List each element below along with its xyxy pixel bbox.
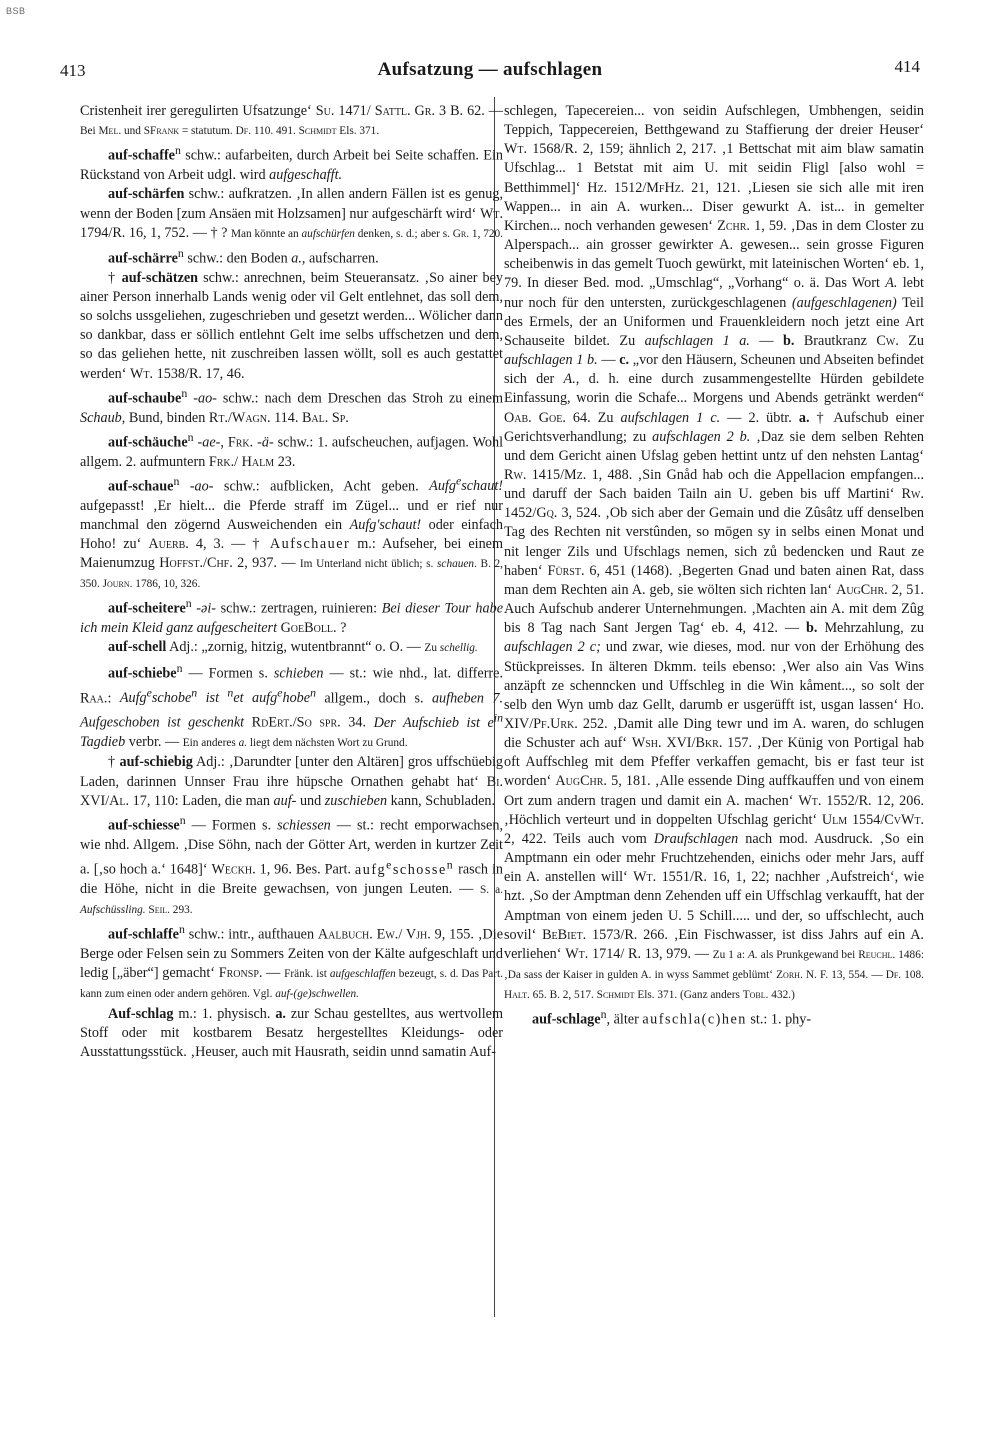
dictionary-entry: auf-schaffe$^n$ schw.: aufarbeiten, durch Arbeit bei Seite schaffen. Ein Rückstand von Arbeit udgl. wird aufgeschafft.	[80, 143, 503, 184]
dictionary-entry: auf-schärre$^n$ schw.: den Boden a., aufscharren.	[108, 245, 379, 267]
left-column	[80, 102, 503, 1062]
dictionary-entry: auf-schärfen schw.: aufkratzen. ‚In allen andern Fällen ist es genug, wenn der Boden [zum Ansäen mit Holzsamen] nur aufgeschärft wird‘ Wt. 1794/R. 16, 1, 752. — † ? Man könnte an aufschürfen denken, s. d.; aber s. Gr. 1, 720.	[80, 186, 503, 241]
dictionary-entry: Cristenheit irer geregulirten Ufsatzunge‘ Su. 1471/ Sattl. Gr. 3 B. 62. — Bei Mel. und SFrank = statutum. Df. 110. 491. Schmidt Els. 371.	[80, 103, 503, 138]
dictionary-entry: schlegen, Tapecereien... von seidin Aufschlegen, Umbhengen, seidin Teppich, Tappecereien, Betthgewand zu Staffierung der dreier Heuser‘ Wt. 1568/R. 2, 159; ähnlich 2, 217. ‚1 Bettschat mit aim blaw samatin Ufschlag... 1 Betstat mit aim U. mit seidin Fligl [also wohl = Betthimmel]‘ Hz. 1512/MfHz. 21, 121. ‚Liesen sie sich alle mit iren Wappen... in ain A. wurken... Diser gewurkt A. ist... in gemelter Kirchen... noch verhanden gewesen‘ Zchr. 1, 59. ‚Das in dem Closter zu Alperspach... ain grosser gewirkter A. gewesen... sein grosse Figuren scheibenwis in das gemelt Tuoch gewürkt, mit lateinischen Worten‘ eb. 1, 79. In dieser Bed. mod. „Umschlag“, „Vorhang“ o. ä. Das Wort A. lebt nur noch für den untersten, zurückgeschlagenen (aufgeschlagenen) Teil des Ermels, der an Uniformen und Frauenkleidern noch jetzt eine Art Schauseite bildet. Zu aufschlagen 1 a. — b. Brautkranz Cw. Zu aufschlagen 1 b. — c. „vor den Häusern, Scheunen und Abseiten befindet sich der A., d. h. eine durch zusammengestellte Hürden gebildete Einfassung, worin die Schafe... Morgens und Abends getränkt werden“ Oab. Goe. 64. Zu aufschlagen 1 c. — 2. übtr. a. † Aufschub einer Gerichtsverhandlung; zu aufschlagen 2 b. ‚Daz sie dem selben Rehten und dem Gericht ainen Ufslag geben hettint untz uf den nehsten Lantag‘ Rw. 1415/Mz. 1, 488. ‚Sin Gnåd hab och die Appellacion empfangen... und daruff der Sach baiden Tailn ain U. geben bis uff Martini‘ Rw. 1452/Gq. 3, 524. ‚Ob sich aber der Gemain und die Zûsâtz uff denselben Tag des Rechten nit verstûnden, so mōgen sy in selbs einen Monat und nit lenger Zils und Ufschlags nemen, sich zů bedencken und Raut ze haben‘ Fürst. 6, 451 (1468). ‚Begerten Gnad und baten ainen Rat, dass man dem Rechten ain A. geb, sie wölten sich richten lan‘ AugChr. 2, 51. Auch Aufschub anderer Unternehmungen. ‚Machten ain A. mit dem Zûg bis 8 Tag nach Sant Jergen Tag‘ eb. 4, 412. — b. Mehrzahlung, zu aufschlagen 2 c; und zwar, wie dieses, mod. nur von der Erhöhung des Stückpreisses. In älteren Dkmm. teils ebenso: ‚Wer also ain Vas Wins anzäpft ze schenncken und Uffschleg in die Win kåment..., so solt der selb den Wyn umb daz Gellt, darumb er usgerüfft ist, usgan lassen‘ Ho. XIV/Pf.Urk. 252. ‚Damit alle Ding tewr und im A. waren, do schlugen die Schuster ach auf‘ Wsh. XVI/Bkr. 157. ‚Der Künig von Portigal hab oft Auffschleg mit dem Pfeffer verkaffen gemacht, bis er fast teur ist worden‘ AugChr. 5, 181. ‚Alle essende Ding auffkauffen und von einem Ort zum andern tragen und damit ein A. machen‘ Wt. 1552/R. 12, 206. ‚Höchlich verteurt und in doppelten Ufschlag gericht‘ Ulm 1554/CvWt. 2, 422. Teils auch vom Draufschlagen nach mod. Ausdruck. ‚So ein Amptmann ein oder mehr Fruchtzehenden, einichs oder mehr Jars, auff ein A. anstellen will‘ Wt. 1551/R. 16, 1, 22; nachher ‚Aufstreich‘, wie hzt. ‚So der Amptman denn Zehenden uff ein Uffschlag verkaufft, hat der Amptman von einem jeden U. 5 Schill..... und der, so uffschlecht, auch sovil‘ BeBiet. 1573/R. 266. ‚Ein Fischwasser, ist diss Jahrs auf ein A. verliehen‘ Wt. 1714/ R. 13, 979. — Zu 1 a: A. als Prunkgewand bei Reuchl. 1486: ‚Da sass der Kaiser in gulden A. in wyss Sammet geblümt‘ Zorh. N. F. 13, 554. — Df. 108. Halt. 65. B. 2, 517. Schmidt Els. 371. (Ganz anders Tobl. 432.)	[504, 103, 925, 1002]
dictionary-entry: † auf-schiebig Adj.: ‚Darundter [unter den Altären] gros uffschüebig Laden, darinnen Unnser Frau ihre hüpsche Ornathen gehabt hat‘ Bi. XVI/Al. 17, 110: Laden, die man auf- und zuschieben kann, Schubladen.	[80, 754, 504, 809]
running-title: Aufsatzung — aufschlagen	[377, 59, 603, 80]
dictionary-entry: auf-schiebe$^n$ — Formen s. schieben — st.: wie nhd., lat. differre. Raa.: Aufg$^e$schobe$^n$ ist $^n$et aufg$^e$hobe$^n$ allgem., doch s. aufheben 7. Aufgeschoben ist geschenkt RdErt./So spr. 34. Der Aufschieb ist $e^{in}$ Tagdieb verbr. — Ein anderes a. liegt dem nächsten Wort zu Grund.	[80, 660, 504, 751]
library-stamp: BSB	[6, 6, 26, 16]
dictionary-entry: auf-schlaffe$^n$ schw.: intr., aufthauen Aalbuch. Ew./ Vjh. 9, 155. ‚Die Berge oder Felsen sein zu Sommers Zeiten von der Kälte aufgeschlaft und ledig [„äber“] gemacht‘ Fronsp. — Fränk. ist aufgeschlaffen bezeugt, s. d. Das Part. kann zum einen oder andern gehören. Vgl. auf-(ge)schwellen.	[80, 922, 503, 1001]
page-header	[60, 55, 920, 85]
page-number-right: 414	[894, 57, 920, 76]
right-column	[504, 102, 924, 1030]
dictionary-entry: auf-schaue$^n$ -ao- schw.: aufblicken, Acht geben. Aufg$^e$schaut! aufgepasst! ‚Er hielt... die Pferde straff im Zügel... und er rief nur manchmal den zögernd Ausweichenden ein Aufg'schaut! oder einfach Hoho! zu‘ Auerb. 4, 3. — † Aufschauer m.: Aufseher, bei einem Maienumzug Hoffst./Chf. 2, 937. — Im Unterland nicht üblich; s. schauen. B. 2, 350. Journ. 1786, 10, 326.	[80, 473, 504, 591]
page-number-left: 413	[60, 61, 86, 80]
dictionary-entry: auf-schäuche$^n$ -ae-, Frk. -ä- schw.: 1. aufscheuchen, aufjagen. Wohl allgem. 2. aufmuntern Frk./ Halm 23.	[80, 429, 504, 470]
dictionary-entry: auf-schaube$^n$ -ao- schw.: nach dem Dreschen das Stroh zu einem Schaub, Bund, binden Rt./Wagn. 114. Bal. Sp.	[80, 385, 504, 426]
dictionary-entry: auf-schlage$^n$, älter aufschla(c)hen st.: 1. phy-	[532, 1007, 812, 1029]
dictionary-entry: auf-schell Adj.: „zornig, hitzig, wutentbrannt“ o. O. — Zu schellig.	[108, 639, 478, 656]
dictionary-entry: † auf-schätzen schw.: anrechnen, beim Steueransatz. ‚So ainer bey ainer Person innerhalb Lands wenig oder vil Gelt entlehnet, das soll dem, so solchs ussgeliehen, zugeschrieben und gesetzt werden... Wölicher dann so dankbar, dass er söllich entlehnt Gelt ime selbs uffschetzen und dem, so das geliehen hette, nit zuschreiben lassen wöllt, soll es auch gestattet werden‘ Wt. 1538/R. 17, 46.	[80, 269, 503, 382]
dictionary-entry: Auf-schlag m.: 1. physisch. a. zur Schau gestelltes, aus wertvollem Stoff oder mit kostbarem Besatz hergestelltes Kleidungs- oder Ausstattungsstück. ‚Heuser, auch mit Hausrath, seidin unnd samatin Auf-	[80, 1005, 503, 1060]
dictionary-entry: auf-scheitere$^n$ -əi- schw.: zertragen, ruinieren: Bei dieser Tour habe ich mein Kleid ganz aufgescheitert GoeBoll. ?	[80, 596, 504, 637]
dictionary-entry: auf-schiesse$^n$ — Formen s. schiessen — st.: recht emporwachsen, wie nhd. Allgem. ‚Dise Söhn, nach der Götter Art, werden in kurtzer Zeit a. [‚so hoch a.‘ 1648]‘ Weckh. 1, 96. Bes. Part. aufg$^e$schosse$^n$ rasch in die Höhe, nicht in die Breite gewachsen, von jungen Leuten. — S. a. Aufschüssling. Seil. 293.	[80, 812, 503, 917]
